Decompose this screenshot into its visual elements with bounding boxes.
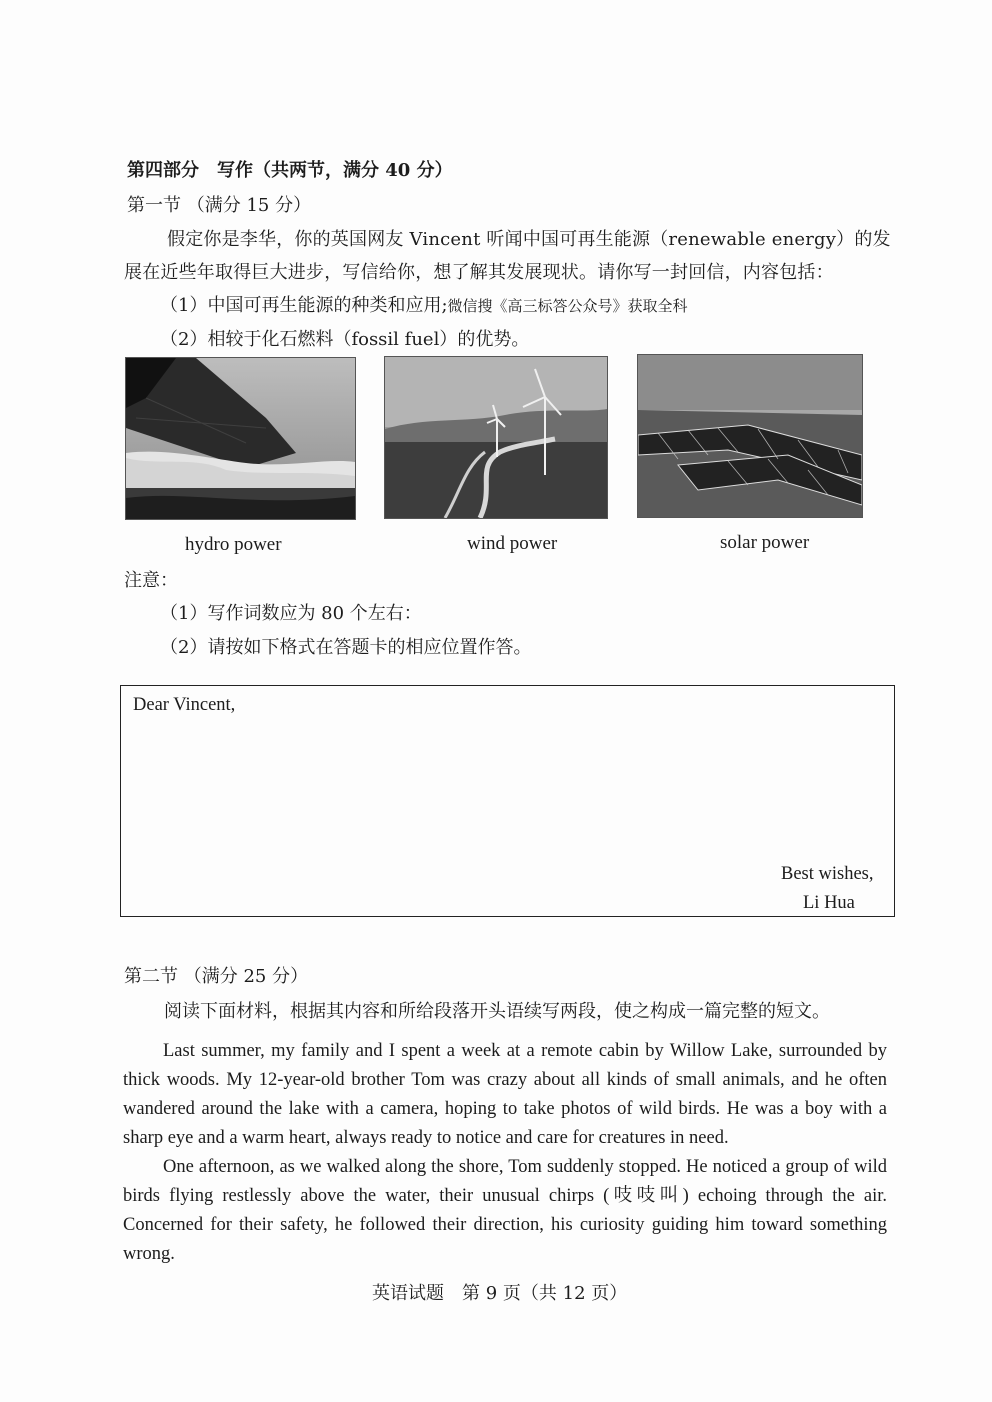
notes-title: 注意： <box>124 570 178 591</box>
part2-instruction: 阅读下面材料，根据其内容和所给段落开头语续写两段，使之构成一篇完整的短文。 <box>164 1001 830 1022</box>
page-footer: 英语试题 第 9 页（共 12 页） <box>372 1283 628 1304</box>
point-2: （2）相较于化石燃料（fossil fuel）的优势。 <box>160 329 530 350</box>
wind-power-image <box>384 356 608 519</box>
solar-power-image <box>637 354 863 518</box>
wind-turbine-photo-icon <box>385 357 607 518</box>
letter-format-box <box>120 685 895 917</box>
wind-power-caption: wind power <box>467 533 558 554</box>
hydro-power-image <box>125 357 356 520</box>
story-paragraph-2: One afternoon, as we walked along the shore, Tom suddenly stopped. He noticed a group of wild birds flying restlessly above the water, their unusual chirps (吱吱叫) echoing through the air. Concerned for their safety, he followed their direction, his curiosity guiding him toward something wrong. <box>123 1157 887 1264</box>
dam-photo-icon <box>126 358 355 519</box>
prompt-line-2: 展在近些年取得巨大进步，写信给你，想了解其发展现状。请你写一封回信，内容包括： <box>124 262 834 283</box>
prompt-line-1: 假定你是李华，你的英国网友 Vincent 听闻中国可再生能源（renewable energy）的发 <box>167 229 891 250</box>
watermark-text: 微信搜《高三标答公众号》获取全科 <box>447 297 688 315</box>
story-paragraph-1: Last summer, my family and I spent a week at a remote cabin by Willow Lake, surrounded by thick woods. My 12-year-old brother Tom was crazy about all kinds of small animals, and he often wandered around the lake with a camera, hoping to take photos of wild birds. He was a boy with a sharp eye and a warm heart, always ready to notice and care for creatures in need. <box>123 1041 887 1148</box>
point-1-text: （1）中国可再生能源的种类和应用; <box>160 295 448 316</box>
letter-signature: Li Hua <box>803 893 855 913</box>
note-1: （1）写作词数应为 80 个左右： <box>160 603 422 624</box>
solar-panel-photo-icon <box>638 355 862 517</box>
hydro-power-caption: hydro power <box>185 534 282 555</box>
solar-power-caption: solar power <box>720 532 810 553</box>
letter-closing: Best wishes, <box>781 864 874 884</box>
note-2: （2）请按如下格式在答题卡的相应位置作答。 <box>160 637 532 658</box>
section-heading: 第四部分 写作（共两节，满分 40 分） <box>127 160 453 181</box>
part2-title: 第二节 （满分 25 分） <box>124 966 309 987</box>
point-1 <box>160 291 688 317</box>
letter-greeting: Dear Vincent, <box>133 695 236 715</box>
part1-title: 第一节 （满分 15 分） <box>127 195 312 216</box>
